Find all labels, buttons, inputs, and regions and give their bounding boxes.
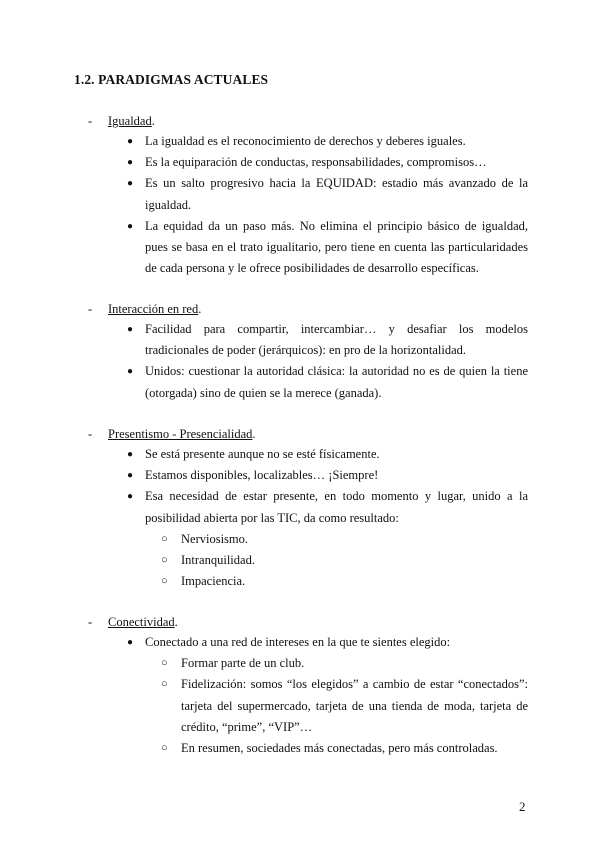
circle-bullet-icon: ○ bbox=[161, 554, 168, 567]
bullet-icon: ● bbox=[127, 637, 134, 648]
section-title-text: Presentismo - Presencialidad bbox=[108, 427, 253, 441]
dash-marker: - bbox=[88, 302, 93, 316]
bullet-icon: ● bbox=[127, 491, 134, 503]
list-item: ● Estamos disponibles, localizables… ¡Siempre! bbox=[145, 465, 528, 486]
section-title: - Interacción en red. bbox=[0, 299, 600, 319]
list-item: ● Se está presente aunque no se esté físicamente. bbox=[145, 444, 528, 465]
bullet-icon: ● bbox=[127, 324, 134, 335]
sub-list-item: ○ Impaciencia. bbox=[181, 571, 528, 592]
section-interaccion-en-red bbox=[0, 299, 600, 404]
section-title-text: Igualdad bbox=[108, 114, 152, 128]
list-item: ● Es la equiparación de conductas, responsabilidades, compromisos… bbox=[145, 152, 528, 173]
bullet-icon: ● bbox=[127, 157, 134, 169]
dash-marker: - bbox=[88, 427, 93, 441]
dash-marker: - bbox=[88, 615, 93, 629]
list-item: ● Esa necesidad de estar presente, en todo momento y lugar, unido a la posibilidad abierta por las TIC, da como resultado: bbox=[145, 486, 528, 528]
list-item: ● Unidos: cuestionar la autoridad clásica: la autoridad no es de quien la tiene (otorgada) sino de quien se la merece (ganada). bbox=[145, 361, 528, 403]
list-item: ● Conectado a una red de intereses en la que te sientes elegido: bbox=[145, 632, 528, 653]
sub-list-item: ○ Nerviosismo. bbox=[181, 529, 528, 550]
section-title-text: Interacción en red bbox=[108, 302, 199, 316]
page-number: 2 bbox=[519, 799, 526, 814]
circle-bullet-icon: ○ bbox=[161, 657, 168, 670]
dash-marker: - bbox=[88, 114, 93, 128]
bullet-icon: ● bbox=[127, 136, 134, 147]
section-igualdad bbox=[0, 111, 600, 279]
sub-list-item: ○ En resumen, sociedades más conectadas, pero más controladas. bbox=[181, 738, 528, 759]
section-conectividad bbox=[0, 612, 600, 759]
list-item: ● Es un salto progresivo hacia la EQUIDAD: estadio más avanzado de la igualdad. bbox=[145, 173, 528, 215]
section-title-text: Conectividad bbox=[108, 615, 175, 629]
section-title: - Igualdad. bbox=[0, 111, 600, 131]
sub-list-item: ○ Fidelización: somos “los elegidos” a cambio de estar “conectados”: tarjeta del supermercado, tarjeta de una tienda de moda, tarjeta de crédito, “prime”, “VIP”… bbox=[181, 674, 528, 738]
circle-bullet-icon: ○ bbox=[161, 742, 168, 755]
sub-list-item: ○ Formar parte de un club. bbox=[181, 653, 528, 674]
list-item: ● Facilidad para compartir, intercambiar… y desafiar los modelos tradicionales de poder (jerárquicos): en pro de la horizontalidad. bbox=[145, 319, 528, 361]
circle-bullet-icon: ○ bbox=[161, 575, 168, 588]
circle-bullet-icon: ○ bbox=[161, 532, 168, 545]
list-item: ● La equidad da un paso más. No elimina el principio básico de igualdad, pues se basa en el trato igualitario, pero tiene en cuenta las particularidades de cada persona y le ofrece posibilidades de desarrollo específicas. bbox=[145, 216, 528, 280]
bullet-icon: ● bbox=[127, 366, 134, 378]
list-item: ● La igualdad es el reconocimiento de derechos y deberes iguales. bbox=[145, 131, 528, 152]
section-title: - Conectividad. bbox=[0, 612, 600, 632]
bullet-icon: ● bbox=[127, 470, 134, 482]
section-title: - Presentismo - Presencialidad. bbox=[0, 424, 600, 444]
bullet-icon: ● bbox=[127, 178, 134, 190]
sub-list-item: ○ Intranquilidad. bbox=[181, 550, 528, 571]
circle-bullet-icon: ○ bbox=[161, 678, 168, 691]
section-presentismo bbox=[0, 424, 600, 592]
bullet-icon: ● bbox=[127, 449, 134, 460]
section-heading: 1.2. PARADIGMAS ACTUALES bbox=[74, 72, 269, 87]
bullet-icon: ● bbox=[127, 220, 134, 232]
